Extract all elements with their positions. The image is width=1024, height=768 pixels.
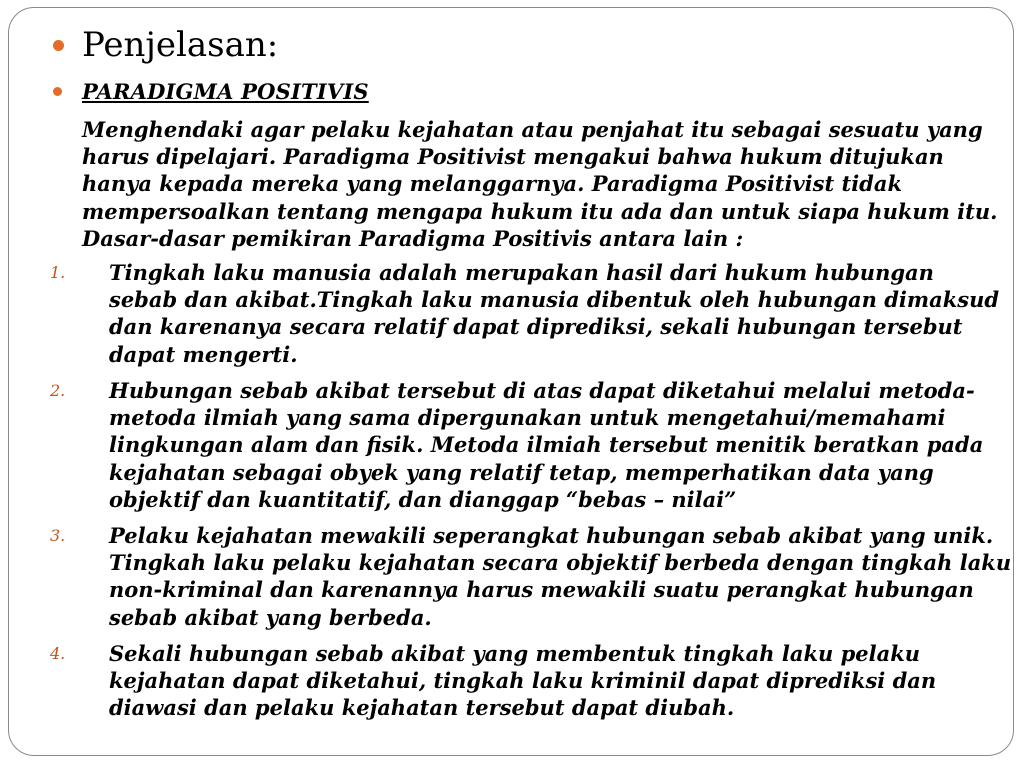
item-line: diawasi dan pelaku kejahatan tersebut dapat diubah.	[109, 695, 735, 721]
intro-paragraph	[82, 116, 998, 252]
paragraph-line: Dasar-dasar pemikiran Paradigma Positivis antara lain :	[82, 225, 744, 251]
item-text	[109, 377, 989, 513]
item-text	[109, 640, 989, 722]
item-line: Tingkah laku pelaku kejahatan secara objektif berbeda dengan tingkah laku	[109, 550, 1012, 576]
item-line: Pelaku kejahatan mewakili seperangkat hubungan sebab akibat yang unik.	[109, 523, 994, 548]
item-line: objektif dan kuantitatif, dan dianggap “bebas – nilai”	[109, 486, 737, 512]
item-line: sebab dan akibat.Tingkah laku manusia dibentuk oleh hubungan dimaksud	[109, 287, 1000, 313]
bullet-dot-icon	[53, 40, 64, 51]
item-line: Hubungan sebab akibat tersebut di atas dapat diketahui melalui metoda-	[109, 378, 975, 403]
item-line: Sekali hubungan sebab akibat yang membentuk tingkah laku pelaku	[109, 641, 921, 666]
section-heading: PARADIGMA POSITIVIS	[82, 79, 369, 104]
item-text	[109, 522, 1012, 631]
item-line: dan karenanya secara relatif dapat diprediksi, sekali hubungan tersebut	[109, 314, 963, 340]
item-number: 3.	[50, 526, 66, 545]
item-number: 1.	[50, 263, 66, 282]
item-line: kejahatan sebagai obyek yang relatif tetap, memperhatikan data yang	[109, 459, 934, 485]
item-line: metoda ilmiah yang sama dipergunakan untuk mengetahui/memahami	[109, 405, 946, 431]
slide-title: Penjelasan:	[82, 25, 279, 65]
bullet-dot-icon	[53, 87, 62, 96]
item-line: dapat mengerti.	[109, 341, 298, 367]
paragraph-line: mempersoalkan tentang mengapa hukum itu ada dan untuk siapa hukum itu.	[82, 198, 998, 224]
item-line: sebab akibat yang berbeda.	[109, 604, 432, 630]
item-line: Tingkah laku manusia adalah merupakan hasil dari hukum hubungan	[109, 260, 934, 285]
item-line: kejahatan dapat diketahui, tingkah laku kriminil dapat diprediksi dan	[109, 668, 937, 694]
item-text	[109, 259, 1000, 368]
paragraph-line: harus dipelajari. Paradigma Positivist mengakui bahwa hukum ditujukan	[82, 144, 944, 170]
paragraph-line: hanya kepada mereka yang melanggarnya. Paradigma Positivist tidak	[82, 171, 903, 197]
item-number: 4.	[50, 644, 66, 663]
paragraph-line: Menghendaki agar pelaku kejahatan atau penjahat itu sebagai sesuatu yang	[82, 117, 983, 142]
item-line: lingkungan alam dan fisik. Metoda ilmiah tersebut menitik beratkan pada	[109, 432, 984, 458]
item-line: non-kriminal dan karenannya harus mewakili suatu perangkat hubungan	[109, 577, 974, 603]
item-number: 2.	[50, 381, 66, 400]
